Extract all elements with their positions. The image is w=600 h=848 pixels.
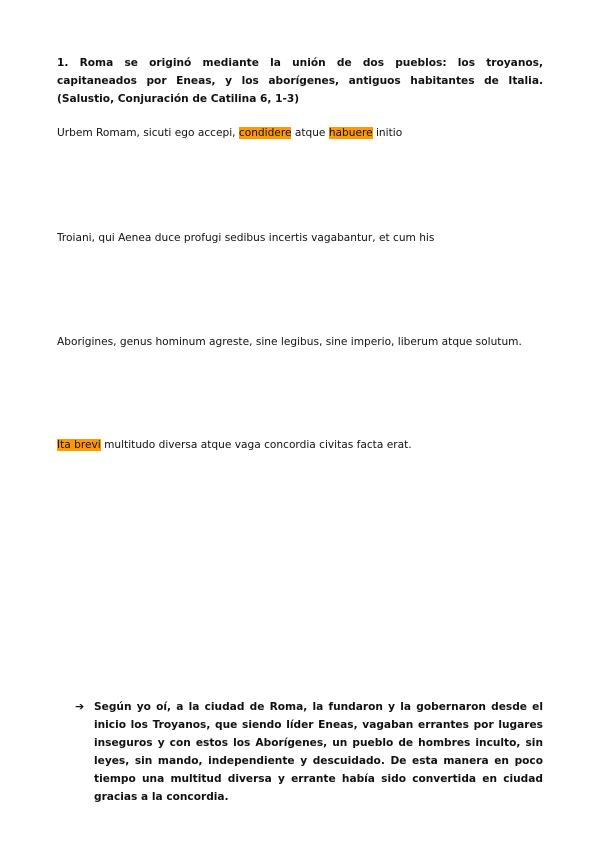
highlight-habuere: habuere: [328, 127, 373, 139]
latin-line-1: [57, 125, 402, 141]
highlight-ita-brevi: Ita brevi: [57, 439, 101, 451]
latin-line-1-start: Urbem Romam, sicuti ego accepi,: [57, 127, 239, 139]
highlight-condidere: condidere: [238, 127, 292, 139]
latin-line-1-end: initio: [372, 127, 403, 139]
latin-line-2: Troiani, qui Aenea duce profugi sedibus incertis vagabantur, et cum his: [57, 232, 435, 244]
latin-line-1-middle: atque: [291, 127, 329, 139]
translation-text: Según yo oí, a la ciudad de Roma, la fundaron y la gobernaron desde el inicio los Troyanos, que siendo líder Eneas, vagaban errantes por lugares inseguros y con estos los Aborígenes, un pueblo de hombres inculto, sin leyes, sin mando, independiente y descuidado. De esta manera en poco tiempo una multitud diversa y errante había sido convertida en ciudad gracias a la concordia.: [94, 701, 543, 803]
latin-line-4: [57, 437, 412, 453]
exercise-heading: 1. Roma se originó mediante la unión de dos pueblos: los troyanos, capitaneados por Eneas, y los aborígenes, antiguos habitantes de Italia. (Salustio, Conjuración de Catilina 6, 1-3): [57, 57, 543, 105]
latin-line-3: Aborigines, genus hominum agreste, sine legibus, sine imperio, liberum atque solutum.: [57, 336, 522, 348]
arrow-icon: ➔: [75, 700, 85, 713]
latin-line-4-rest: multitudo diversa atque vaga concordia civitas facta erat.: [100, 439, 412, 451]
